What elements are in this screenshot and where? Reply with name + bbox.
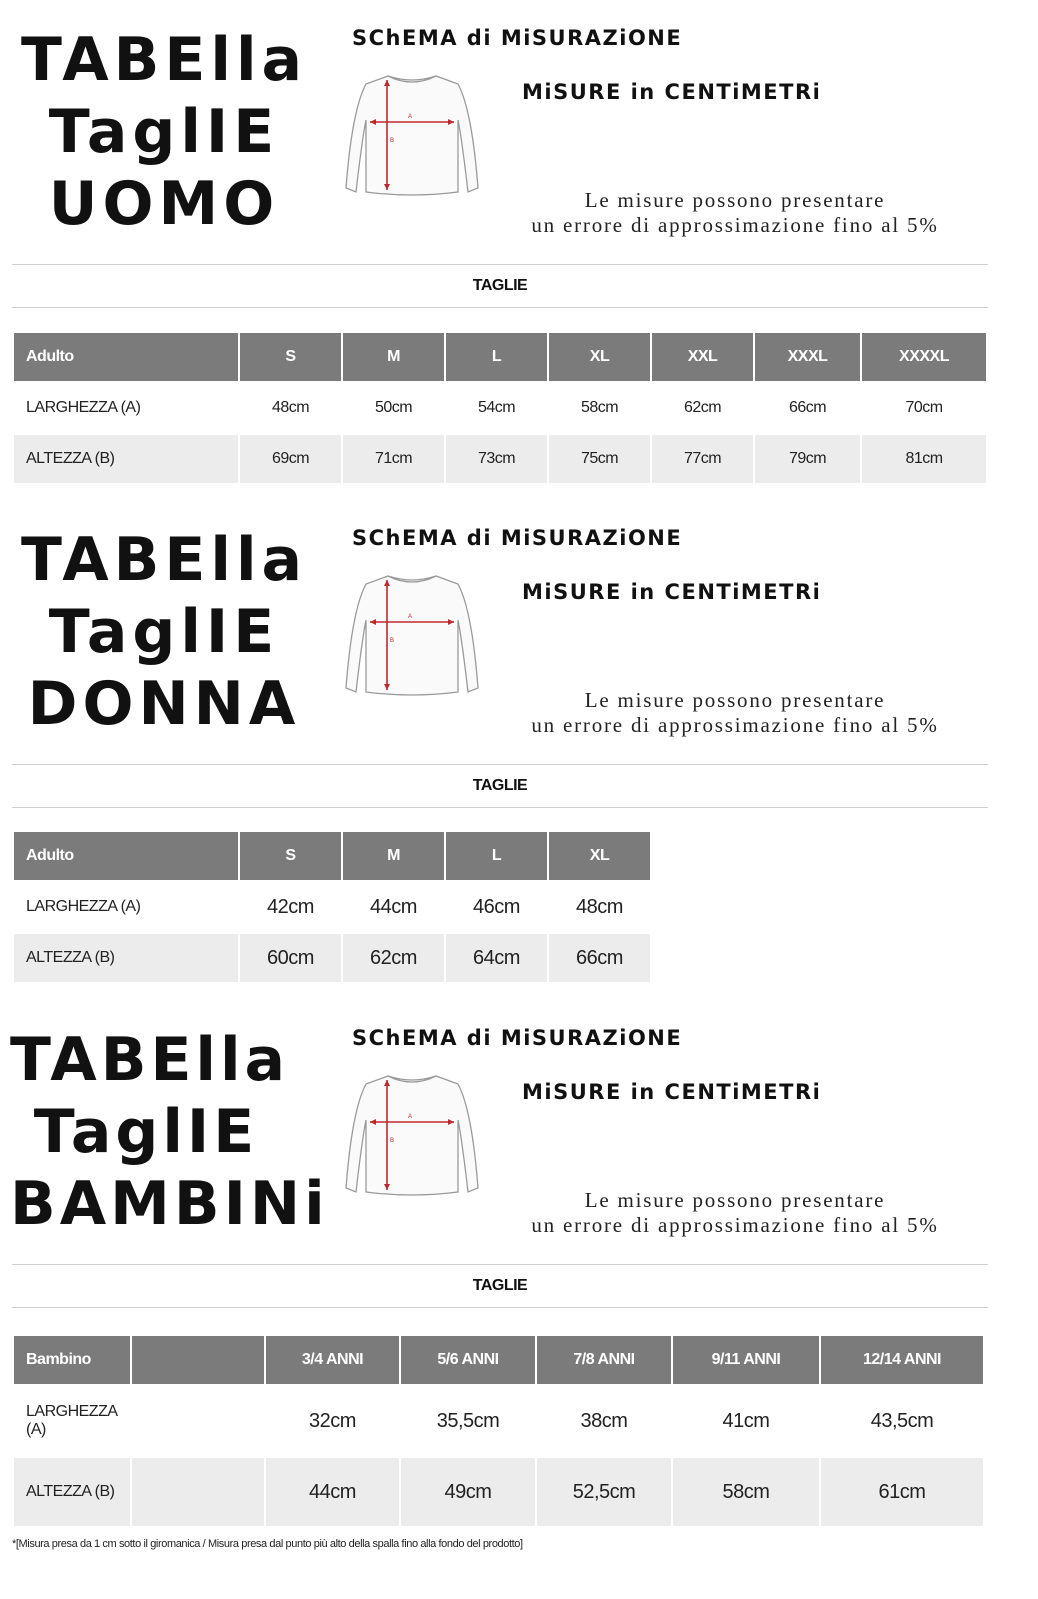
table-cell: 73cm bbox=[446, 435, 547, 485]
table-cell: 79cm bbox=[755, 435, 860, 485]
header-cell: XL bbox=[549, 333, 650, 383]
title-line: UOMO bbox=[48, 169, 280, 239]
table-cell: 48cm bbox=[240, 383, 341, 435]
section-title bbox=[10, 1024, 329, 1240]
diagram-label-a: A bbox=[408, 614, 413, 620]
table-cell: 58cm bbox=[673, 1458, 819, 1528]
table-cell: 42cm bbox=[240, 882, 341, 934]
note-line: un errore di approssimazione fino al 5% bbox=[531, 213, 939, 237]
title-line: TABElla bbox=[20, 25, 308, 95]
row-label: ALTEZZA (B) bbox=[14, 1458, 130, 1528]
table-header-row bbox=[14, 832, 650, 882]
title-line: DONNA bbox=[27, 669, 301, 739]
title-line: TaglIE bbox=[33, 1097, 259, 1167]
table-cell: 70cm bbox=[862, 383, 986, 435]
table-cell: 44cm bbox=[343, 882, 444, 934]
table-cell: 46cm bbox=[446, 882, 547, 934]
taglie-heading: TAGLIE bbox=[12, 1264, 988, 1308]
shirt-diagram-icon bbox=[340, 70, 485, 200]
header-cell: XXXL bbox=[755, 333, 860, 383]
header-cell: L bbox=[446, 333, 547, 383]
header-cell: 12/14 ANNI bbox=[821, 1336, 983, 1386]
taglie-heading: TAGLIE bbox=[12, 764, 988, 808]
note-line: Le misure possono presentare bbox=[584, 1188, 886, 1212]
row-label: LARGHEZZA (A) bbox=[14, 882, 238, 934]
schema-title: SChEMA di MiSURAZiONE bbox=[352, 526, 683, 550]
diagram-label-a: A bbox=[408, 114, 413, 120]
row-label: ALTEZZA (B) bbox=[14, 934, 238, 984]
table-cell: 58cm bbox=[549, 383, 650, 435]
note-line: un errore di approssimazione fino al 5% bbox=[531, 713, 939, 737]
size-table-donna bbox=[12, 832, 652, 984]
table-cell: 66cm bbox=[755, 383, 860, 435]
table-cell: 32cm bbox=[266, 1386, 399, 1458]
table-cell: 48cm bbox=[549, 882, 650, 934]
table-row bbox=[14, 934, 650, 984]
shirt-diagram-icon bbox=[340, 570, 485, 700]
header-cell: Bambino bbox=[14, 1336, 130, 1386]
header-cell: 3/4 ANNI bbox=[266, 1336, 399, 1386]
header-cell: M bbox=[343, 832, 444, 882]
table-row bbox=[14, 1458, 983, 1528]
title-line: TABElla bbox=[10, 1025, 290, 1095]
section-uomo bbox=[0, 0, 1038, 500]
title-line: TaglIE bbox=[48, 97, 280, 167]
footnote: *[Misura presa da 1 cm sotto il giromanica / Misura presa dal punto più alto della spalla fino alla fondo del prodotto] bbox=[12, 1538, 523, 1550]
table-cell: 75cm bbox=[549, 435, 650, 485]
section-title bbox=[14, 24, 314, 240]
shirt-diagram-icon bbox=[340, 1070, 485, 1200]
diagram-label-b: B bbox=[390, 638, 395, 644]
title-line: BAMBINi bbox=[10, 1169, 329, 1239]
row-label: LARGHEZZA (A) bbox=[14, 383, 238, 435]
diagram-label-b: B bbox=[390, 1138, 395, 1144]
title-line: TaglIE bbox=[48, 597, 280, 667]
approximation-note bbox=[470, 188, 1000, 238]
section-bambini bbox=[0, 1000, 1038, 1560]
size-table-uomo bbox=[12, 333, 988, 485]
table-cell: 41cm bbox=[673, 1386, 819, 1458]
misure-title: MiSURE in CENTiMETRi bbox=[522, 580, 822, 604]
table-cell: 38cm bbox=[537, 1386, 671, 1458]
note-line: un errore di approssimazione fino al 5% bbox=[531, 1213, 939, 1237]
table-cell: 77cm bbox=[652, 435, 753, 485]
table-cell: 81cm bbox=[862, 435, 986, 485]
table-header-row bbox=[14, 1336, 983, 1386]
approximation-note bbox=[470, 1188, 1000, 1238]
table-cell: 62cm bbox=[343, 934, 444, 984]
table-cell bbox=[132, 1386, 264, 1458]
taglie-heading: TAGLIE bbox=[12, 264, 988, 308]
note-line: Le misure possono presentare bbox=[584, 188, 886, 212]
header-cell: L bbox=[446, 832, 547, 882]
table-header-row bbox=[14, 333, 986, 383]
header-cell: 5/6 ANNI bbox=[401, 1336, 535, 1386]
row-label: LARGHEZZA (A) bbox=[14, 1386, 130, 1458]
header-cell: M bbox=[343, 333, 444, 383]
schema-title: SChEMA di MiSURAZiONE bbox=[352, 26, 683, 50]
table-cell bbox=[132, 1458, 264, 1528]
size-table-bambini bbox=[12, 1336, 985, 1528]
schema-title: SChEMA di MiSURAZiONE bbox=[352, 1026, 683, 1050]
table-cell: 62cm bbox=[652, 383, 753, 435]
diagram-label-b: B bbox=[390, 138, 395, 144]
table-cell: 35,5cm bbox=[401, 1386, 535, 1458]
header-cell: 7/8 ANNI bbox=[537, 1336, 671, 1386]
header-cell: XXL bbox=[652, 333, 753, 383]
table-cell: 66cm bbox=[549, 934, 650, 984]
table-row bbox=[14, 383, 986, 435]
table-cell: 69cm bbox=[240, 435, 341, 485]
header-cell: XXXXL bbox=[862, 333, 986, 383]
header-cell: S bbox=[240, 333, 341, 383]
table-cell: 49cm bbox=[401, 1458, 535, 1528]
section-donna bbox=[0, 500, 1038, 1000]
approximation-note bbox=[470, 688, 1000, 738]
misure-title: MiSURE in CENTiMETRi bbox=[522, 1080, 822, 1104]
table-cell: 52,5cm bbox=[537, 1458, 671, 1528]
table-cell: 64cm bbox=[446, 934, 547, 984]
header-cell: S bbox=[240, 832, 341, 882]
table-cell: 61cm bbox=[821, 1458, 983, 1528]
section-title bbox=[14, 524, 314, 740]
note-line: Le misure possono presentare bbox=[584, 688, 886, 712]
row-label: ALTEZZA (B) bbox=[14, 435, 238, 485]
table-cell: 54cm bbox=[446, 383, 547, 435]
table-cell: 43,5cm bbox=[821, 1386, 983, 1458]
misure-title: MiSURE in CENTiMETRi bbox=[522, 80, 822, 104]
table-cell: 60cm bbox=[240, 934, 341, 984]
header-cell: 9/11 ANNI bbox=[673, 1336, 819, 1386]
table-cell: 44cm bbox=[266, 1458, 399, 1528]
title-line: TABElla bbox=[20, 525, 308, 595]
table-cell: 71cm bbox=[343, 435, 444, 485]
table-row bbox=[14, 1386, 983, 1458]
header-cell: XL bbox=[549, 832, 650, 882]
table-cell: 50cm bbox=[343, 383, 444, 435]
header-cell: Adulto bbox=[14, 832, 238, 882]
header-cell bbox=[132, 1336, 264, 1386]
table-row bbox=[14, 882, 650, 934]
header-cell: Adulto bbox=[14, 333, 238, 383]
table-row bbox=[14, 435, 986, 485]
diagram-label-a: A bbox=[408, 1114, 413, 1120]
